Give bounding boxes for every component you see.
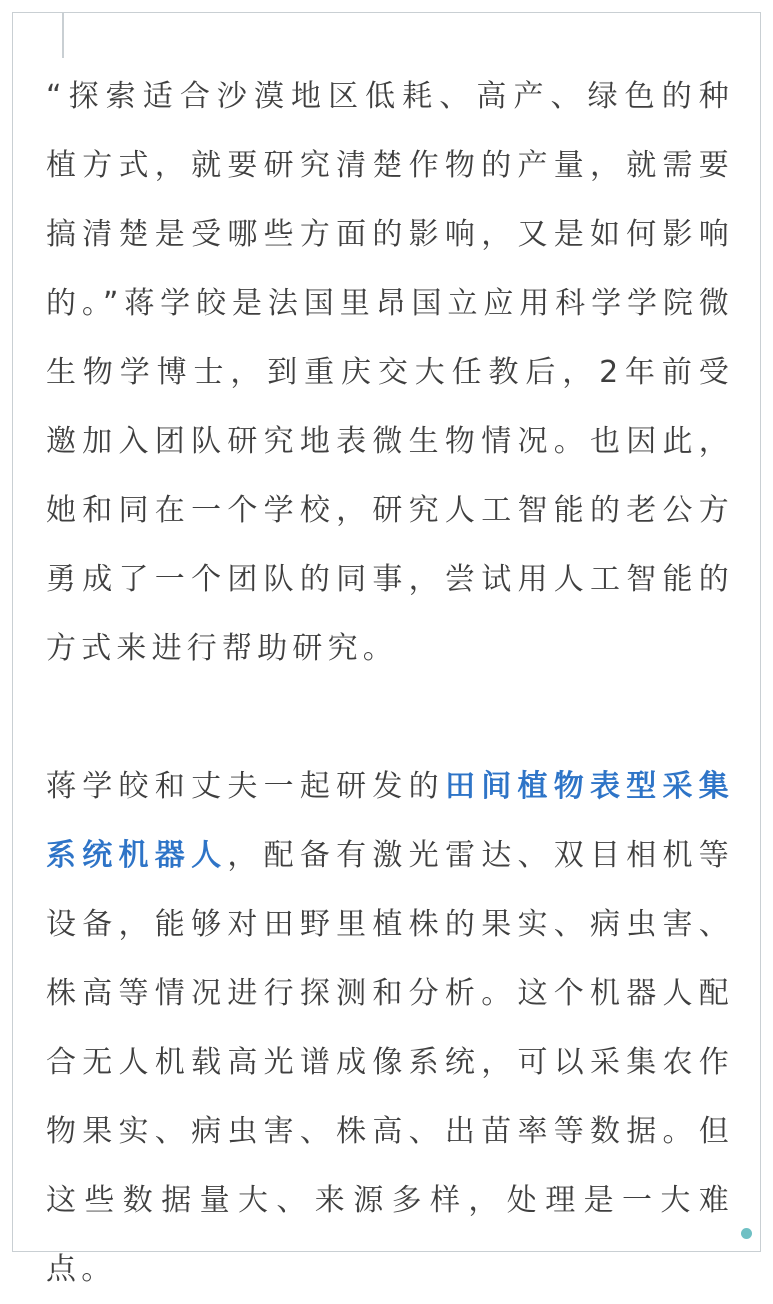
paragraph-2-rest-text: ，配备有激光雷达、双目相机等设备，能够对田野里植株的果实、病虫害、株高等情况进行探测和分析。这个机器人配合无人机载高光谱成像系统，可以采集农作物果实、病虫害、株高、出苗率等数据。但这些数据量大、来源多样，处理是一大难点。 bbox=[46, 838, 735, 1287]
paragraph-1-text: “探索适合沙漠地区低耗、高产、绿色的种植方式，就要研究清楚作物的产量，就需要搞清楚是受哪些方面的影响，又是如何影响的。”蒋学皎是法国里昂国立应用科学学院微生物学博士，到重庆交大任教后，2年前受邀加入团队研究地表微生物情况。也因此，她和同在一个学校，研究人工智能的老公方勇成了一个团队的同事，尝试用人工智能的方式来进行帮助研究。 bbox=[46, 79, 734, 666]
corner-dot-decoration bbox=[741, 1228, 752, 1239]
highlighted-robot-name: 田间植物表型采集系统机器人 bbox=[46, 769, 734, 873]
paragraph-2 bbox=[46, 752, 734, 1304]
article-body bbox=[46, 62, 734, 1304]
paragraph-1 bbox=[46, 62, 734, 683]
paragraph-2-lead-text: 蒋学皎和丈夫一起研发的 bbox=[46, 769, 445, 804]
frame-accent-line bbox=[62, 12, 64, 58]
